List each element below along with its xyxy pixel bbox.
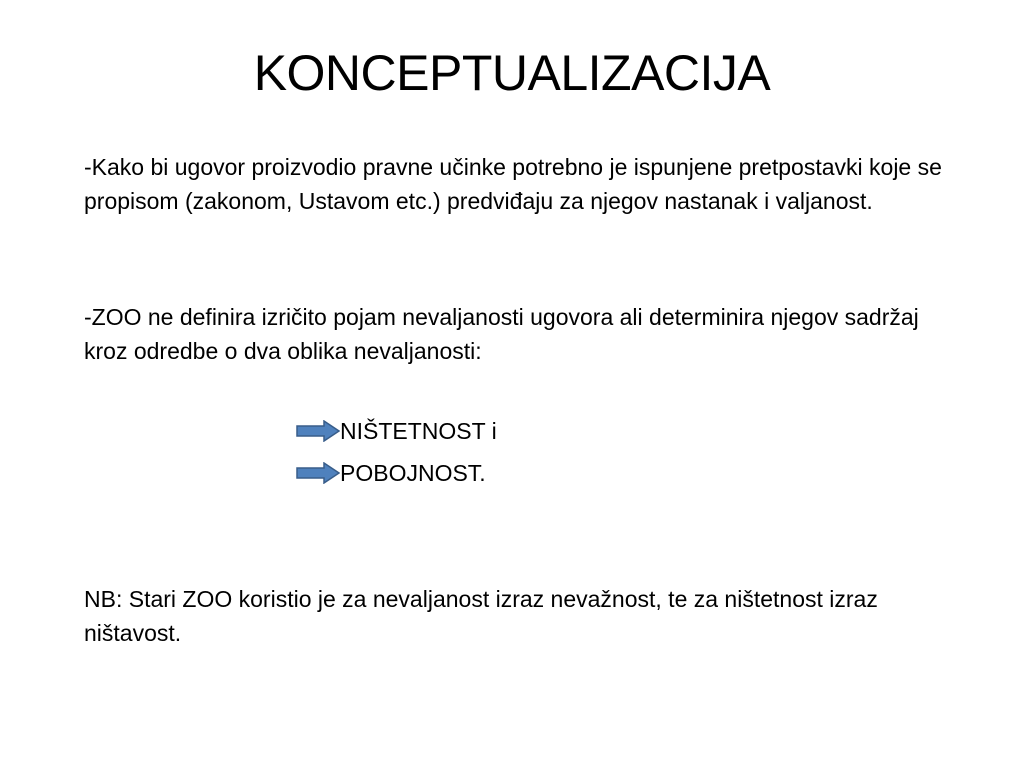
- paragraph-zoo-definition: -ZOO ne definira izričito pojam nevaljanosti ugovora ali determinira njegov sadržaj kroz odredbe o dva oblika nevaljanosti:: [84, 304, 919, 364]
- paragraph-requirements: -Kako bi ugovor proizvodio pravne učinke potrebno je ispunjene pretpostavki koje se propisom (zakonom, Ustavom etc.) predviđaju za njegov nastanak i valjanost.: [84, 154, 942, 214]
- slide-title: KONCEPTUALIZACIJA: [253, 45, 771, 101]
- right-arrow-icon: [296, 420, 340, 442]
- list-item-pobojnost: [296, 456, 486, 490]
- list-item-label: NIŠTETNOST i: [340, 417, 497, 444]
- right-arrow-icon: [296, 462, 340, 484]
- list-item-nistetnost: [296, 414, 497, 448]
- list-item-label: POBOJNOST.: [340, 459, 486, 486]
- paragraph-note: NB: Stari ZOO koristio je za nevaljanost izraz nevažnost, te za ništetnost izraz ništavost.: [84, 586, 878, 646]
